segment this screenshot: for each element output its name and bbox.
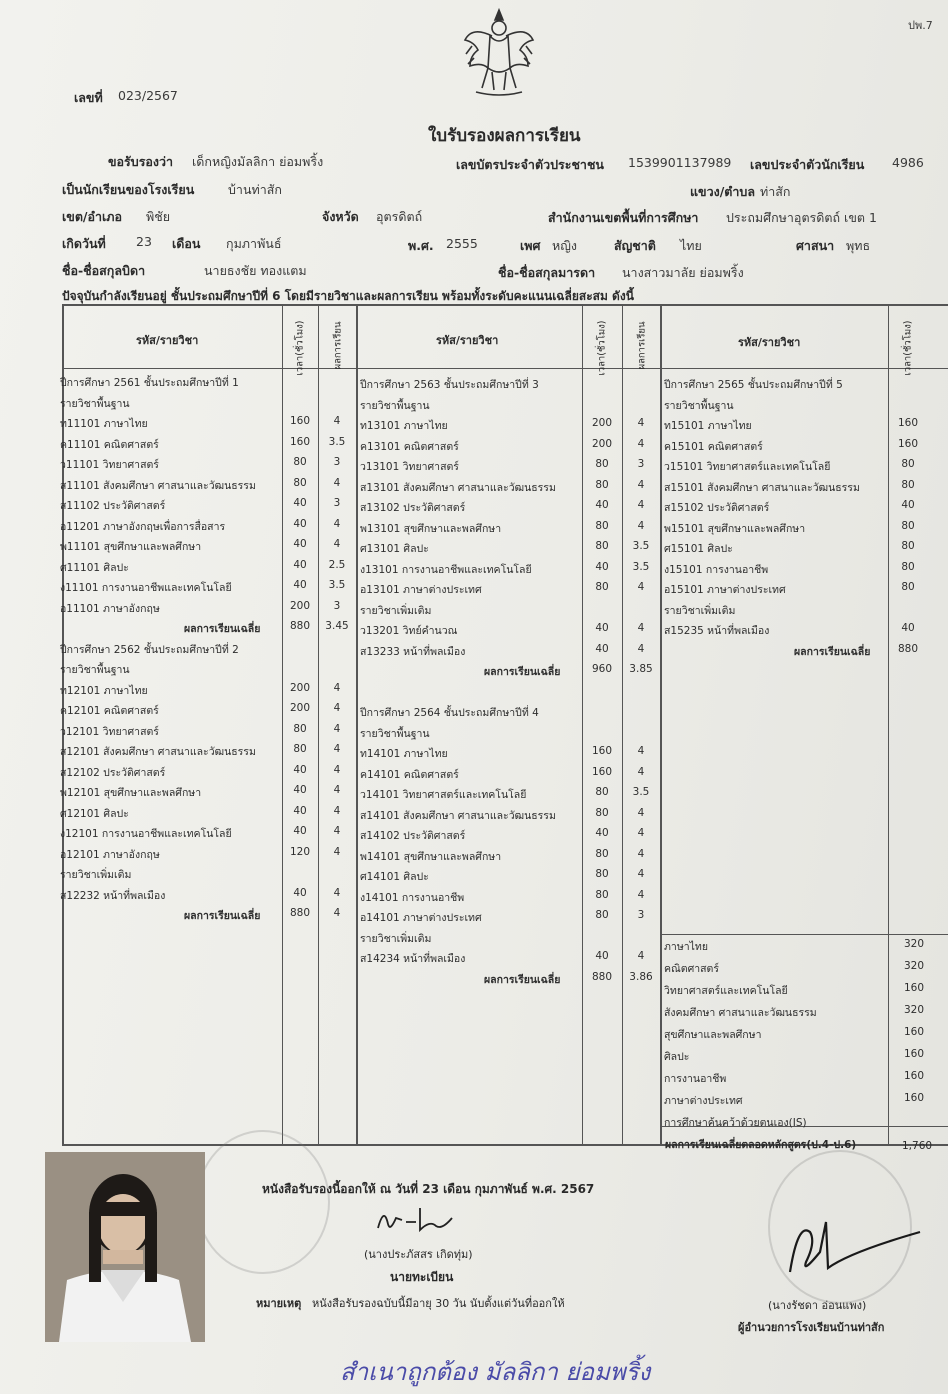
col2-subject-28: ส14234 หน้าที่พลเมือง <box>360 953 466 965</box>
birth-year: 2555 <box>446 236 478 251</box>
page-title: ใบรับรองผลการเรียน <box>428 126 581 146</box>
col2-hours-8: 80 <box>595 540 609 552</box>
col1-hours-12: 880 <box>289 620 311 632</box>
col2-grade-24: 4 <box>637 868 645 880</box>
student-no-label: เลขประจำตัวนักเรียน <box>750 157 865 172</box>
col2-subject-11: รายวิชาเพิ่มเติม <box>360 604 432 617</box>
id-label: เลขบัตรประจำตัวประชาชน <box>456 157 604 172</box>
col2-subject-21: ส14101 สังคมศึกษา ศาสนาและวัฒนธรรม <box>360 809 556 822</box>
col1-subject-4: ว11101 วิทยาศาสตร์ <box>60 459 159 471</box>
subdistrict-label: แขวง/ตำบล <box>690 184 756 199</box>
col1-hours-6: 40 <box>293 497 307 509</box>
col1-subject-12: ผลการเรียนเฉลี่ย <box>184 623 261 635</box>
col1-subject-25: ส12232 หน้าที่พลเมือง <box>60 889 166 902</box>
col1-subject-header: รหัส/รายวิชา <box>136 334 199 347</box>
col2-grade-29: 3.86 <box>629 970 653 983</box>
col1-subject-20: พ12101 สุขศึกษาและพลศึกษา <box>60 787 202 799</box>
col3-hours-2: 160 <box>897 417 919 429</box>
col1-hours-16: 200 <box>289 702 311 714</box>
col2-subject-header: รหัส/รายวิชา <box>436 334 499 347</box>
col3-subject-4: ว15101 วิทยาศาสตร์และเทคโนโลยี <box>664 461 831 473</box>
col2-subject-25: ง14101 การงานอาชีพ <box>360 891 465 904</box>
col1-hours-15: 200 <box>289 681 311 694</box>
overall-hours: 1,760 <box>902 1140 933 1152</box>
col2-grade-23: 4 <box>637 847 645 860</box>
col3-subject-7: พ15101 สุขศึกษาและพลศึกษา <box>664 522 806 535</box>
col2-subject-24: ศ14101 ศิลปะ <box>360 871 429 883</box>
col1-hours-8: 40 <box>293 538 307 550</box>
col1-hours-18: 80 <box>293 743 307 755</box>
col2-grade-6: 4 <box>637 499 645 511</box>
col2-subject-18: ท14101 ภาษาไทย <box>360 748 448 760</box>
col1-hours-3: 160 <box>289 435 311 448</box>
province: อุตรดิตถ์ <box>376 209 423 224</box>
col2-hours-14: 960 <box>591 663 613 675</box>
sex-label: เพศ <box>520 238 541 253</box>
col2-subject-2: ท13101 ภาษาไทย <box>360 420 448 432</box>
col2-grade-22: 4 <box>637 827 645 839</box>
col2-grade-25: 4 <box>637 888 645 901</box>
col2-subject-20: ว14101 วิทยาศาสตร์และเทคโนโลยี <box>360 789 527 801</box>
col1-grade-10: 3.5 <box>328 579 346 591</box>
col2-hours-10: 80 <box>595 581 609 593</box>
student-photo <box>45 1152 205 1342</box>
district: พิชัย <box>146 209 171 224</box>
col3-subject-12: ส15235 หน้าที่พลเมือง <box>664 625 770 637</box>
col1-subject-2: ท11101 ภาษาไทย <box>60 418 148 430</box>
col1-subject-1: รายวิชาพื้นฐาน <box>60 397 130 410</box>
col1-subject-8: พ11101 สุขศึกษาและพลศึกษา <box>60 541 202 553</box>
col1-hours-19: 40 <box>293 763 307 776</box>
col3-hours-6: 40 <box>901 499 915 511</box>
col2-hours-header: เวลา(ชั่วโมง) <box>596 320 608 376</box>
col1-grade-18: 4 <box>333 743 341 755</box>
religion-label: ศาสนา <box>796 238 835 253</box>
school-seal-left <box>196 1130 330 1274</box>
col2-subject-7: พ13101 สุขศึกษาและพลศึกษา <box>360 522 502 535</box>
col2-subject-10: อ13101 ภาษาต่างประเทศ <box>360 584 482 596</box>
col1-grade-16: 4 <box>333 702 341 714</box>
col3-subject-11: รายวิชาเพิ่มเติม <box>664 604 736 617</box>
col1-hours-4: 80 <box>293 456 307 468</box>
mother-label: ชื่อ-ชื่อสกุลมารดา <box>498 265 596 280</box>
col2-grade-26: 3 <box>637 909 645 921</box>
col2-hours-3: 200 <box>591 437 613 450</box>
col1-grade-4: 3 <box>333 456 341 468</box>
summary-hours-4: 160 <box>903 1026 925 1038</box>
col1-subject-26: ผลการเรียนเฉลี่ย <box>184 910 261 922</box>
summary-subject-2: วิทยาศาสตร์และเทคโนโลยี <box>664 985 788 997</box>
col1-grade-17: 4 <box>333 722 341 735</box>
col3-subject-header: รหัส/รายวิชา <box>738 336 801 349</box>
director-name: (นางรัชดา อ่อนแพง) <box>768 1299 867 1312</box>
col3-hours-8: 80 <box>901 540 915 552</box>
summary-hours-6: 160 <box>903 1070 925 1082</box>
col2-grade-19: 4 <box>637 765 645 778</box>
school-name: บ้านท่าสัก <box>228 182 282 197</box>
col2-subject-4: ว13101 วิทยาศาสตร์ <box>360 461 459 473</box>
col2-grade-8: 3.5 <box>632 540 650 552</box>
office-label: สำนักงานเขตพื้นที่การศึกษา <box>548 210 699 225</box>
col1-subject-16: ค12101 คณิตศาสตร์ <box>60 705 159 717</box>
col2-grade-header: ผลการเรียน <box>636 321 648 370</box>
col2-subject-13: ส13233 หน้าที่พลเมือง <box>360 645 466 658</box>
subdistrict: ท่าสัก <box>760 184 791 199</box>
col3-subject-3: ค15101 คณิตศาสตร์ <box>664 440 763 453</box>
summary-subject-0: ภาษาไทย <box>664 941 708 953</box>
registrar-signature-icon <box>372 1200 462 1236</box>
col2-subject-16: ปีการศึกษา 2564 ชั้นประถมศึกษาปีที่ 4 <box>360 707 539 719</box>
overall-label: ผลการเรียนเฉลี่ยตลอดหลักสูตร(ป.4-ป.6) <box>665 1139 857 1151</box>
col1-grade-3: 3.5 <box>328 435 346 448</box>
col2-grade-3: 4 <box>637 437 645 450</box>
director-signature-icon <box>780 1212 930 1282</box>
col1-subject-9: ศ11101 ศิลปะ <box>60 561 129 574</box>
col2-hours-25: 80 <box>595 888 609 901</box>
col1-subject-10: ง11101 การงานอาชีพและเทคโนโลยี <box>60 582 232 594</box>
col1-hours-2: 160 <box>289 415 311 427</box>
col3-subject-2: ท15101 ภาษาไทย <box>664 420 752 432</box>
col2-subject-27: รายวิชาเพิ่มเติม <box>360 932 432 945</box>
district-label: เขต/อำเภอ <box>62 209 123 224</box>
col1-subject-13: ปีการศึกษา 2562 ชั้นประถมศึกษาปีที่ 2 <box>60 643 239 656</box>
col3-subject-10: อ15101 ภาษาต่างประเทศ <box>664 584 786 596</box>
col3-hours-header: เวลา(ชั่วโมง) <box>902 320 914 376</box>
col3-hours-3: 160 <box>897 437 919 450</box>
col1-grade-23: 4 <box>333 845 341 858</box>
col1-subject-7: อ11201 ภาษาอังกฤษเพื่อการสื่อสาร <box>60 520 226 533</box>
col1-hours-21: 40 <box>293 804 307 817</box>
col2-grade-10: 4 <box>637 581 645 593</box>
certify-label: ขอรับรองว่า <box>108 154 174 169</box>
col1-hours-5: 80 <box>293 476 307 489</box>
col1-subject-3: ค11101 คณิตศาสตร์ <box>60 438 159 451</box>
col2-grade-4: 3 <box>637 458 645 470</box>
col3-subject-0: ปีการศึกษา 2565 ชั้นประถมศึกษาปีที่ 5 <box>664 379 843 391</box>
col1-hours-7: 40 <box>293 517 307 530</box>
summary-hours-0: 320 <box>903 938 925 950</box>
col1-subject-21: ศ12101 ศิลปะ <box>60 807 129 820</box>
col2-subject-5: ส13101 สังคมศึกษา ศาสนาและวัฒนธรรม <box>360 481 556 494</box>
col1-grade-22: 4 <box>333 825 341 837</box>
nationality: ไทย <box>680 238 702 253</box>
summary-subject-1: คณิตศาสตร์ <box>664 963 720 975</box>
summary-subject-3: สังคมศึกษา ศาสนาและวัฒนธรรม <box>664 1007 817 1019</box>
garuda-emblem-icon <box>462 6 536 98</box>
col2-hours-28: 40 <box>595 950 609 962</box>
col1-subject-15: ท12101 ภาษาไทย <box>60 684 148 697</box>
registrar-title: นายทะเบียน <box>390 1270 454 1284</box>
col1-grade-11: 3 <box>333 599 341 612</box>
col3-hours-9: 80 <box>901 560 915 573</box>
col3-hours-10: 80 <box>901 581 915 593</box>
col2-hours-26: 80 <box>595 909 609 921</box>
col1-grade-25: 4 <box>333 886 341 899</box>
summary-hours-7: 160 <box>903 1092 925 1104</box>
summary-subject-7: ภาษาต่างประเทศ <box>664 1095 743 1107</box>
col2-subject-26: อ14101 ภาษาต่างประเทศ <box>360 912 482 924</box>
sex: หญิง <box>552 238 577 253</box>
col3-subject-8: ศ15101 ศิลปะ <box>664 543 733 555</box>
col2-subject-3: ค13101 คณิตศาสตร์ <box>360 440 459 453</box>
col2-hours-23: 80 <box>595 847 609 860</box>
col2-hours-5: 80 <box>595 478 609 491</box>
col3-subject-6: ส15102 ประวัติศาสตร์ <box>664 502 770 514</box>
col2-subject-14: ผลการเรียนเฉลี่ย <box>484 666 561 678</box>
col3-hours-5: 80 <box>901 478 915 491</box>
student-name: เด็กหญิงมัลลิกา ย่อมพริ้ง <box>192 154 324 169</box>
director-title: ผู้อำนวยการโรงเรียนบ้านท่าสัก <box>738 1321 885 1334</box>
birth-month: กุมภาพันธ์ <box>226 236 282 251</box>
col2-hours-18: 160 <box>591 745 613 757</box>
summary-hours-2: 160 <box>903 982 925 994</box>
col3-hours-4: 80 <box>901 458 915 470</box>
col3-hours-13: 880 <box>897 642 919 655</box>
student-no: 4986 <box>892 155 924 170</box>
nationality-label: สัญชาติ <box>614 238 656 253</box>
col2-grade-20: 3.5 <box>632 786 650 798</box>
col1-hours-17: 80 <box>293 722 307 735</box>
col3-hours-7: 80 <box>901 519 915 532</box>
col2-grade-21: 4 <box>637 806 645 819</box>
col1-hours-9: 40 <box>293 558 307 571</box>
col2-grade-7: 4 <box>637 519 645 532</box>
doc-number-label: เลขที่ <box>74 90 103 105</box>
col1-grade-9: 2.5 <box>328 558 346 571</box>
col1-subject-24: รายวิชาเพิ่มเติม <box>60 869 132 881</box>
summary-hours-3: 320 <box>903 1004 925 1016</box>
col1-subject-11: อ11101 ภาษาอังกฤษ <box>60 602 160 615</box>
col3-subject-5: ส15101 สังคมศึกษา ศาสนาและวัฒนธรรม <box>664 481 860 494</box>
col2-subject-8: ศ13101 ศิลปะ <box>360 543 429 555</box>
col1-subject-6: ส11102 ประวัติศาสตร์ <box>60 500 166 512</box>
col2-subject-19: ค14101 คณิตศาสตร์ <box>360 768 459 781</box>
col2-subject-29: ผลการเรียนเฉลี่ย <box>484 973 561 986</box>
col2-grade-18: 4 <box>637 745 645 757</box>
col3-hours-12: 40 <box>901 622 915 634</box>
summary-subject-4: สุขศึกษาและพลศึกษา <box>664 1029 762 1041</box>
col2-hours-21: 80 <box>595 806 609 819</box>
col2-subject-22: ส14102 ประวัติศาสตร์ <box>360 830 466 842</box>
col2-grade-12: 4 <box>637 622 645 634</box>
summary-hours-1: 320 <box>903 960 925 972</box>
doc-number: 023/2567 <box>118 88 178 103</box>
col1-hours-10: 40 <box>293 579 307 591</box>
col1-subject-18: ส12101 สังคมศึกษา ศาสนาและวัฒนธรรม <box>60 746 256 758</box>
form-code: ปพ.7 <box>908 19 933 32</box>
col2-hours-22: 40 <box>595 827 609 839</box>
col2-hours-6: 40 <box>595 499 609 511</box>
father-label: ชื่อ-ชื่อสกุลบิดา <box>62 263 146 278</box>
col2-grade-14: 3.85 <box>629 663 653 675</box>
col1-hours-23: 120 <box>289 845 311 858</box>
col3-subject-9: ง15101 การงานอาชีพ <box>664 563 769 576</box>
province-label: จังหวัด <box>322 209 359 224</box>
col2-subject-23: พ14101 สุขศึกษาและพลศึกษา <box>360 850 502 863</box>
col2-hours-7: 80 <box>595 519 609 532</box>
col2-hours-12: 40 <box>595 622 609 634</box>
col1-grade-19: 4 <box>333 763 341 776</box>
col1-grade-12: 3.45 <box>325 620 349 632</box>
col1-hours-header: เวลา(ชั่วโมง) <box>294 320 306 376</box>
issued-line: หนังสือรับรองนี้ออกให้ ณ วันที่ 23 เดือน กุมภาพันธ์ พ.ศ. 2567 <box>262 1182 595 1196</box>
col2-hours-19: 160 <box>591 765 613 778</box>
col1-grade-26: 4 <box>333 907 341 919</box>
religion: พุทธ <box>846 238 871 253</box>
col2-subject-9: ง13101 การงานอาชีพและเทคโนโลยี <box>360 563 532 576</box>
col2-subject-6: ส13102 ประวัติศาสตร์ <box>360 502 466 514</box>
col1-hours-26: 880 <box>289 907 311 919</box>
birth-day: 23 <box>136 234 152 249</box>
col2-subject-0: ปีการศึกษา 2563 ชั้นประถมศึกษาปีที่ 3 <box>360 379 539 391</box>
col2-subject-1: รายวิชาพื้นฐาน <box>360 399 430 412</box>
col2-grade-2: 4 <box>637 417 645 429</box>
col1-subject-19: ส12102 ประวัติศาสตร์ <box>60 766 166 779</box>
col1-subject-14: รายวิชาพื้นฐาน <box>60 664 130 676</box>
handwritten-certification: สำเนาถูกต้อง มัลลิกา ย่อมพริ้ง <box>340 1358 651 1386</box>
col3-subject-13: ผลการเรียนเฉลี่ย <box>794 645 871 658</box>
col2-grade-9: 3.5 <box>632 560 650 573</box>
col1-hours-20: 40 <box>293 784 307 796</box>
col1-hours-11: 200 <box>289 599 311 612</box>
col1-hours-25: 40 <box>293 886 307 899</box>
col2-hours-20: 80 <box>595 786 609 798</box>
col2-subject-12: ว13201 วิทย์คำนวณ <box>360 625 458 637</box>
col2-hours-24: 80 <box>595 868 609 880</box>
national-id: 1539901137989 <box>628 155 732 170</box>
col1-grade-6: 3 <box>333 497 341 509</box>
col1-hours-22: 40 <box>293 825 307 837</box>
note-text: หนังสือรับรองฉบับนี้มีอายุ 30 วัน นับตั้งแต่วันที่ออกให้ <box>312 1297 565 1310</box>
col1-subject-22: ง12101 การงานอาชีพและเทคโนโลยี <box>60 828 232 840</box>
status-line: ปัจจุบันกำลังเรียนอยู่ ชั้นประถมศึกษาปีที่ 6 โดยมีรายวิชาและผลการเรียน พร้อมทั้งระดับคะแนนเฉลี่ยสะสม ดังนี้ <box>62 289 634 303</box>
col1-grade-header: ผลการเรียน <box>332 321 344 370</box>
registrar-name: (นางประภัสสร เกิดทุ่ม) <box>364 1248 473 1261</box>
col2-grade-5: 4 <box>637 478 645 491</box>
col3-subject-1: รายวิชาพื้นฐาน <box>664 399 734 412</box>
col1-grade-20: 4 <box>333 784 341 796</box>
summary-subject-6: การงานอาชีพ <box>664 1073 727 1085</box>
mother-name: นางสาวมาลัย ย่อมพริ้ง <box>622 265 744 280</box>
col1-grade-5: 4 <box>333 476 341 489</box>
col1-subject-5: ส11101 สังคมศึกษา ศาสนาและวัฒนธรรม <box>60 479 256 492</box>
education-office: ประถมศึกษาอุตรดิตถ์ เขต 1 <box>726 210 877 225</box>
col2-subject-17: รายวิชาพื้นฐาน <box>360 727 430 740</box>
birth-label: เกิดวันที่ <box>62 236 106 251</box>
col1-subject-0: ปีการศึกษา 2561 ชั้นประถมศึกษาปีที่ 1 <box>60 377 239 389</box>
summary-subject-8: การศึกษาค้นคว้าด้วยตนเอง(IS) <box>664 1117 807 1129</box>
year-label: พ.ศ. <box>408 238 434 253</box>
col2-hours-13: 40 <box>595 642 609 655</box>
col1-grade-8: 4 <box>333 538 341 550</box>
col2-grade-13: 4 <box>637 642 645 655</box>
month-label: เดือน <box>172 236 201 251</box>
col1-grade-21: 4 <box>333 804 341 817</box>
note-label: หมายเหตุ <box>256 1297 302 1310</box>
summary-hours-5: 160 <box>903 1048 925 1060</box>
col2-grade-28: 4 <box>637 950 645 962</box>
col1-grade-2: 4 <box>333 415 341 427</box>
col2-hours-29: 880 <box>591 970 613 983</box>
col2-hours-2: 200 <box>591 417 613 429</box>
col1-grade-15: 4 <box>333 681 341 694</box>
col2-hours-4: 80 <box>595 458 609 470</box>
school-label: เป็นนักเรียนของโรงเรียน <box>62 182 195 197</box>
col2-hours-9: 40 <box>595 560 609 573</box>
col1-subject-23: อ12101 ภาษาอังกฤษ <box>60 848 160 861</box>
summary-subject-5: ศิลปะ <box>664 1051 690 1063</box>
father-name: นายธงชัย ทองแตม <box>204 263 307 278</box>
col1-grade-7: 4 <box>333 517 341 530</box>
col1-subject-17: ว12101 วิทยาศาสตร์ <box>60 725 159 738</box>
